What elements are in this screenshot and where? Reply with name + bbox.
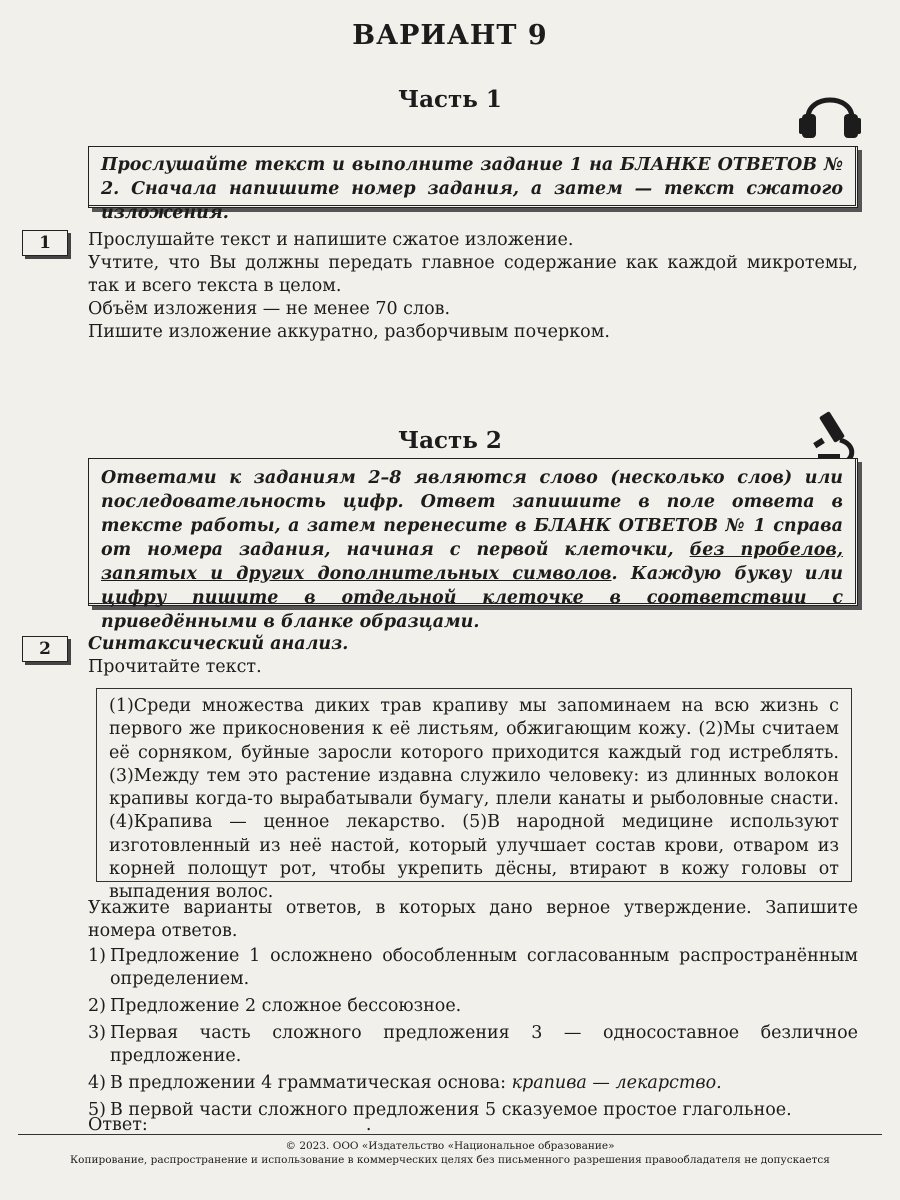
variant-title: ВАРИАНТ 9 [352,20,548,51]
answer-suffix: . [365,1115,372,1135]
task1-line-1: Прослушайте текст и напишите сжатое изложение. [88,230,574,250]
answer-options [88,945,858,1126]
part2-title: Часть 2 [398,427,502,454]
part2-instruction-tail: . Каждую букву или цифру пишите в отдельной клеточке в соответствии с приведёнными в бланке образцами. [101,564,843,632]
task2-heading: Синтаксический анализ. [88,634,349,654]
footer-notice: Копирование, распространение и использование в коммерческих целях без письменного разрешения правообладателя не допускается [70,1154,830,1166]
option-2 [88,995,858,1018]
option-4 [88,1072,858,1095]
option-4-text: В предложении 4 грамматическая основа: [110,1073,512,1093]
task1-line-2: Учтите, что Вы должны передать главное содержание как каждой микротемы, так и всего текста в целом. [88,253,858,296]
reading-passage: (1)Среди множества диких трав крапиву мы запоминаем на всю жизнь с первого же прикосновения к её листьям, обжигающим кожу. (2)Мы считаем её сорняком, буйные заросли которого приходится каждый год истреблять. (3)Между тем это растение издавна служило человеку: из длинных волокон крапивы когда-то вырабатывали бумагу, плели канаты и рыболовные снасти. (4)Крапива — ценное лекарство. (5)В народной медицине используют изготовленный из неё настой, который улучшает состав крови, отваром из корней полощут рот, чтобы укрепить дёсны, втирают в кожу головы от выпадения волос. [96,688,852,882]
option-5-text: В первой части сложного предложения 5 сказуемое простое глагольное. [110,1100,792,1120]
answer-label: Ответ: [88,1115,148,1135]
footer-copyright: © 2023. ООО «Издательство «Национальное образование» [285,1140,615,1152]
headphones-icon [798,80,862,142]
part1-instruction-text: Прослушайте текст и выполните задание 1 на БЛАНКЕ ОТВЕТОВ № 2. Сначала напишите номер задания, а затем — текст сжатого изложения. [101,155,843,223]
answer-blank[interactable] [156,1116,366,1135]
footer-rule [18,1134,882,1135]
option-5-num: 5) [88,1100,106,1120]
option-4-italic: крапива — лекарство. [511,1073,722,1093]
option-3-text: Первая часть сложного предложения 3 — односоставное безличное предложение. [110,1023,858,1066]
option-2-text: Предложение 2 сложное бессоюзное. [110,996,462,1016]
task1-text [88,229,858,344]
task-number-2: 2 [22,636,68,662]
task-number-1: 1 [22,230,68,256]
option-1-text: Предложение 1 осложнено обособленным согласованным распространённым определением. [110,946,858,989]
option-4-num: 4) [88,1073,106,1093]
task2-heading-block [88,633,858,679]
part2-instruction-text: Ответами к заданиям 2–8 являются слово (несколько слов) или последовательность цифр. Ответ запишите в поле ответа в тексте работы, а затем перенесите в БЛАНК ОТВЕТОВ № 1 справа от номера задания, начиная с первой клеточки, [101,468,843,560]
option-1-num: 1) [88,946,106,966]
task2-subheading: Прочитайте текст. [88,657,262,677]
answer-field[interactable] [88,1115,371,1135]
option-2-num: 2) [88,996,106,1016]
task1-line-3: Объём изложения — не менее 70 слов. [88,299,451,319]
task2-question: Укажите варианты ответов, в которых дано верное утверждение. Запишите номера ответов. [88,898,858,941]
option-3-num: 3) [88,1023,106,1043]
option-3 [88,1022,858,1068]
part2-instruction [88,458,856,632]
task1-line-4: Пишите изложение аккуратно, разборчивым почерком. [88,322,610,342]
part2-instruction-underlined: без пробелов, запятых и других дополнительных символов [101,540,843,584]
part1-title: Часть 1 [398,86,502,113]
option-1 [88,945,858,991]
part1-instruction [88,146,856,223]
